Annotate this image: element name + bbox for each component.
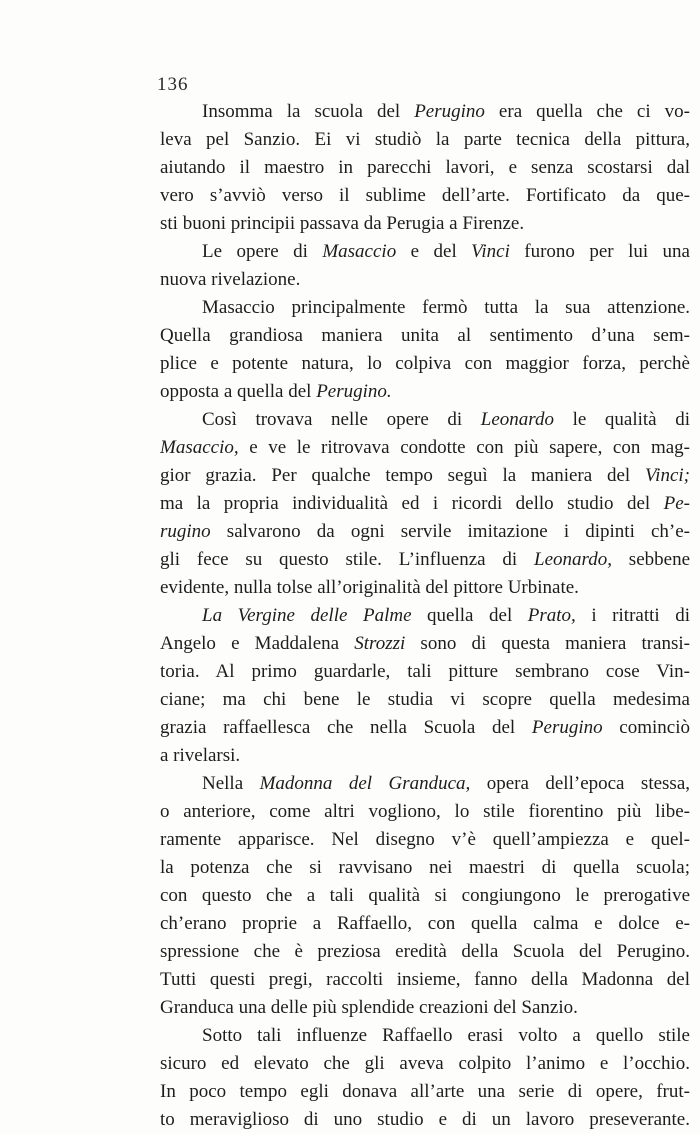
text-line bbox=[160, 1050, 690, 1078]
text-segment: Quella grandiosa maniera unita al sentimento d’una sem- bbox=[160, 325, 690, 346]
text-line bbox=[160, 630, 690, 658]
text-segment: Angelo e Maddalena bbox=[160, 633, 355, 654]
text-line bbox=[160, 574, 690, 602]
text-segment: vero s’avviò verso il sublime dell’arte. Fortificato da que- bbox=[160, 185, 690, 206]
text-line bbox=[160, 798, 690, 826]
text-line bbox=[160, 462, 690, 490]
text-line bbox=[160, 1106, 690, 1134]
text-line bbox=[160, 826, 690, 854]
text-segment: sono di questa maniera transi- bbox=[405, 633, 690, 654]
text-line bbox=[160, 126, 690, 154]
text-segment: i ritratti di bbox=[575, 605, 690, 626]
italic-text-segment: Masaccio, bbox=[160, 437, 239, 458]
text-line bbox=[160, 770, 690, 798]
text-segment: e ve le ritrovava condotte con più sapere, con mag- bbox=[238, 437, 690, 458]
text-line bbox=[160, 210, 690, 238]
text-line bbox=[160, 238, 690, 266]
text-segment: sicuro ed elevato che gli aveva colpito l’animo e l’occhio. bbox=[160, 1053, 690, 1074]
text-segment: furono per lui una bbox=[509, 241, 690, 262]
text-segment: toria. Al primo guardarle, tali pitture sembrano cose Vin- bbox=[160, 661, 690, 682]
text-segment: sti buoni principii passava da Perugia a Firenze. bbox=[160, 213, 525, 234]
text-segment: ch’erano proprie a Raffaello, con quella calma e dolce e- bbox=[160, 913, 690, 934]
text-line bbox=[160, 378, 690, 406]
text-segment: ciane; ma chi bene le studia vi scopre quella medesima bbox=[160, 689, 690, 710]
text-segment: e del bbox=[396, 241, 472, 262]
text-segment: Sotto tali influenze Raffaello erasi volto a quello stile bbox=[202, 1025, 690, 1046]
text-line bbox=[160, 938, 690, 966]
text-segment: plice e potente natura, lo colpiva con maggior forza, perchè bbox=[160, 353, 690, 374]
text-line bbox=[160, 742, 690, 770]
italic-text-segment: Vinci bbox=[471, 241, 510, 262]
text-segment: aiutando il maestro in parecchi lavori, e senza scostarsi dal bbox=[160, 157, 690, 178]
text-line bbox=[160, 658, 690, 686]
italic-text-segment: Strozzi bbox=[354, 633, 406, 654]
text-segment: gli fece su questo stile. L’influenza di bbox=[160, 549, 535, 570]
text-line bbox=[160, 602, 690, 630]
text-segment: nuova rivelazione. bbox=[160, 269, 301, 290]
text-segment: sebbene bbox=[611, 549, 690, 570]
italic-text-segment: rugino bbox=[160, 521, 211, 542]
text-line bbox=[160, 966, 690, 994]
text-line bbox=[160, 266, 690, 294]
text-segment: cominciò bbox=[602, 717, 690, 738]
text-segment: era quella che ci vo- bbox=[484, 101, 690, 122]
text-segment: Granduca una delle più splendide creazioni del Sanzio. bbox=[160, 997, 578, 1018]
text-line bbox=[160, 714, 690, 742]
text-line bbox=[160, 686, 690, 714]
italic-text-segment: Prato, bbox=[527, 605, 576, 626]
text-segment: Masaccio principalmente fermò tutta la sua attenzione. bbox=[202, 297, 690, 318]
text-line bbox=[160, 154, 690, 182]
italic-text-segment: Pe- bbox=[663, 493, 690, 514]
text-segment: a rivelarsi. bbox=[160, 745, 241, 766]
italic-text-segment: Madonna del Granduca, bbox=[259, 773, 471, 794]
text-segment: leva pel Sanzio. Ei vi studiò la parte tecnica della pittura, bbox=[160, 129, 690, 150]
italic-text-segment: Perugino. bbox=[316, 381, 392, 402]
text-segment: grazia raffaellesca che nella Scuola del bbox=[160, 717, 532, 738]
text-line bbox=[160, 294, 690, 322]
text-line bbox=[160, 322, 690, 350]
text-segment: o anteriore, come altri vogliono, lo stile fiorentino più libe- bbox=[160, 801, 690, 822]
italic-text-segment: Masaccio bbox=[322, 241, 397, 262]
text-segment: salvarono da ogni servile imitazione i dipinti ch’e- bbox=[210, 521, 690, 542]
text-segment: opera dell’epoca stessa, bbox=[470, 773, 690, 794]
text-line bbox=[160, 546, 690, 574]
text-line bbox=[160, 518, 690, 546]
text-line bbox=[160, 910, 690, 938]
text-line bbox=[160, 182, 690, 210]
text-segment: gior grazia. Per qualche tempo seguì la maniera del bbox=[160, 465, 645, 486]
italic-text-segment: Leonardo bbox=[480, 409, 554, 430]
body-text bbox=[160, 98, 690, 1134]
text-segment: Le opere di bbox=[202, 241, 323, 262]
text-segment: le qualità di bbox=[553, 409, 690, 430]
text-line bbox=[160, 406, 690, 434]
text-segment: In poco tempo egli donava all’arte una serie di opere, frut- bbox=[160, 1081, 690, 1102]
text-segment: con questo che a tali qualità si congiungono le prerogative bbox=[160, 885, 690, 906]
page-number: 136 bbox=[157, 74, 189, 95]
text-segment: Nella bbox=[202, 773, 260, 794]
text-segment: Tutti questi pregi, raccolti insieme, fanno della Madonna del bbox=[160, 969, 690, 990]
italic-text-segment: Perugino bbox=[531, 717, 603, 738]
text-segment: Così trovava nelle opere di bbox=[202, 409, 481, 430]
text-segment: quella del bbox=[411, 605, 528, 626]
text-line bbox=[160, 994, 690, 1022]
text-segment: la potenza che si ravvisano nei maestri di quella scuola; bbox=[160, 857, 690, 878]
text-line bbox=[160, 98, 690, 126]
text-line bbox=[160, 350, 690, 378]
text-line bbox=[160, 434, 690, 462]
text-line bbox=[160, 1022, 690, 1050]
text-line bbox=[160, 854, 690, 882]
text-segment: ma la propria individualità ed i ricordi dello studio del bbox=[160, 493, 664, 514]
text-line bbox=[160, 490, 690, 518]
italic-text-segment: La Vergine delle Palme bbox=[202, 605, 412, 626]
text-segment: opposta a quella del bbox=[160, 381, 317, 402]
text-line bbox=[160, 882, 690, 910]
italic-text-segment: Leonardo, bbox=[534, 549, 612, 570]
text-segment: Insomma la scuola del bbox=[202, 101, 415, 122]
italic-text-segment: Vinci; bbox=[644, 465, 690, 486]
text-segment: spressione che è preziosa eredità della Scuola del Perugino. bbox=[160, 941, 690, 962]
text-line bbox=[160, 1078, 690, 1106]
italic-text-segment: Perugino bbox=[414, 101, 485, 122]
text-segment: ramente apparisce. Nel disegno v’è quell’ampiezza e quel- bbox=[160, 829, 690, 850]
text-segment: to meraviglioso di uno studio e di un lavoro preseverante. bbox=[160, 1109, 690, 1130]
text-segment: evidente, nulla tolse all’originalità del pittore Urbinate. bbox=[160, 577, 579, 598]
